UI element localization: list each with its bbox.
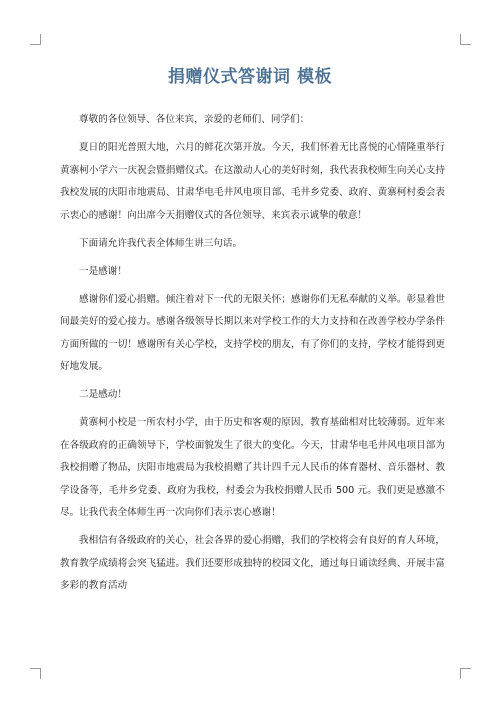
thanks-paragraph: 感谢你们爱心捐赠。倾注着对下一代的无限关怀；感谢你们无私奉献的义举。彰显着世间最美好的爱心接力。感谢各级领导长期以来对学校工作的大力支持和在改善学校办学条件方面所做的一切！感谢所有关心学校，支持学校的朋友，有了你们的支持，学校才能得到更好地发展。 [60,293,445,372]
page-corner-mark-bottom-right [460,668,471,679]
section-heading-thanks: 一是感谢！ [79,265,127,277]
touched-paragraph: 黄寨柯小校是一所农村小学，由于历史和客观的原因，教育基础相对比较薄弱。近年来在各级政府的正确领导下，学校面貌发生了很大的变化。今天，甘肃华电毛井风电项目部为我校捐赠了物品，庆阳市地震局为我校捐赠了共计四千元人民币的体育器材、音乐器材、教学设备等，毛井乡党委、政府为我校，村委会为我校捐赠人民币 500 元。我们更是感激不尽。让我代表全体师生再一次向你们表示衷心感谢！ [60,417,445,518]
section-heading-touched: 二是感动！ [79,389,127,400]
document-title: 捐赠仪式答谢词 模板 [168,67,332,87]
closing-paragraph: 我相信有各级政府的关心，社会各界的爱心捐赠，我们的学校将会有良好的育人环境，教育教学成绩将会突飞猛进。我们还要形成独特的校园文化，通过每日诵读经典、开展丰富多彩的教育活动 [60,535,445,591]
opening-paragraph: 夏日的阳光普照大地，六月的鲜花次第开放。今天，我们怀着无比喜悦的心情隆重举行黄寨柯小学六一庆祝会暨捐赠仪式。在这激动人心的美好时刻，我代表我校师生向关心支持我校发展的庆阳市地震局、甘肃华电毛井风电项目部、毛井乡党委、政府、黄寨柯村委会表示衷心的感谢！向出席今天捐赠仪式的各位领导、来宾表示诚挚的敬意！ [60,142,445,221]
page-corner-mark-top-left [30,34,41,45]
intro-paragraph: 下面请允许我代表全体师生讲三句话。 [79,237,243,249]
page-corner-mark-bottom-left [30,668,41,679]
document-body [60,109,445,603]
salutation-paragraph: 尊敬的各位领导、各位来宾，亲爱的老师们、同学们： [79,114,310,125]
page-corner-mark-top-right [460,34,471,45]
